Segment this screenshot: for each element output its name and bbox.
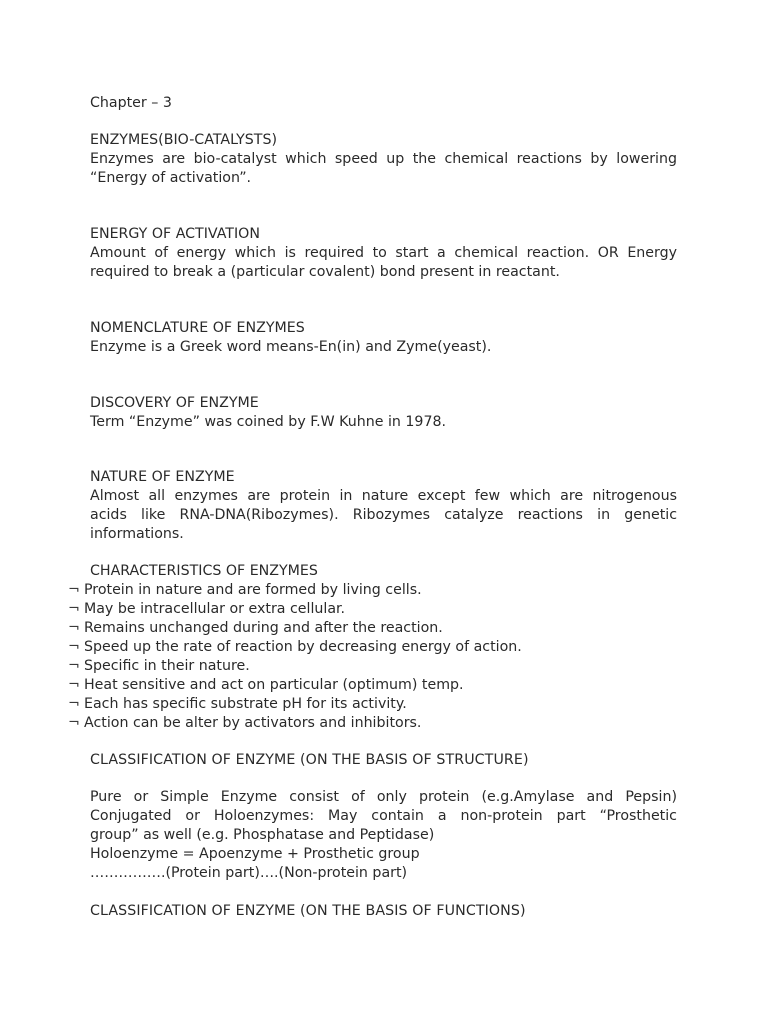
section-heading-classification-structure: CLASSIFICATION OF ENZYME (ON THE BASIS OF STRUCTURE) (90, 752, 529, 768)
list-item-text: Each has specific substrate pH for its activity. (84, 696, 407, 712)
list-item-text: Action can be alter by activators and inhibitors. (84, 715, 422, 731)
list-item (68, 676, 464, 695)
paragraph-line: Amount of energy which is required to start a chemical reaction. OR Energy (90, 245, 677, 261)
paragraph-line: Conjugated or Holoenzymes: May contain a non-protein part “Prosthetic (90, 808, 677, 824)
paragraph-line: Almost all enzymes are protein in nature except few which are nitrogenous (90, 488, 677, 504)
bullet-icon: ¬ (68, 582, 80, 598)
bullet-icon: ¬ (68, 696, 80, 712)
section-heading-discovery: DISCOVERY OF ENZYME (90, 395, 259, 411)
list-item (68, 600, 345, 619)
chapter-title: Chapter – 3 (90, 95, 172, 111)
list-item-text: Heat sensitive and act on particular (optimum) temp. (84, 677, 464, 693)
section-heading-energy-of-activation: ENERGY OF ACTIVATION (90, 226, 260, 242)
section-heading-enzymes: ENZYMES(BIO-CATALYSTS) (90, 132, 277, 148)
paragraph-line: group” as well (e.g. Phosphatase and Peptidase) (90, 827, 435, 843)
bullet-icon: ¬ (68, 620, 80, 636)
paragraph-line: Term “Enzyme” was coined by F.W Kuhne in 1978. (90, 414, 447, 430)
bullet-icon: ¬ (68, 658, 80, 674)
bullet-icon: ¬ (68, 677, 80, 693)
list-item (68, 695, 407, 714)
paragraph-line: informations. (90, 526, 184, 542)
paragraph-line: required to break a (particular covalent) bond present in reactant. (90, 264, 560, 280)
list-item-text: Speed up the rate of reaction by decreasing energy of action. (84, 639, 522, 655)
paragraph-line: “Energy of activation”. (90, 170, 252, 186)
section-heading-nomenclature: NOMENCLATURE OF ENZYMES (90, 320, 305, 336)
paragraph-line: Enzyme is a Greek word means-En(in) and Zyme(yeast). (90, 339, 492, 355)
paragraph-line: acids like RNA-DNA(Ribozymes). Ribozymes catalyze reactions in genetic (90, 507, 677, 523)
paragraph-line: …………….(Protein part)….(Non-protein part) (90, 865, 408, 881)
list-item-text: Remains unchanged during and after the reaction. (84, 620, 443, 636)
bullet-icon: ¬ (68, 601, 80, 617)
list-item-text: May be intracellular or extra cellular. (84, 601, 346, 617)
section-heading-classification-functions: CLASSIFICATION OF ENZYME (ON THE BASIS OF FUNCTIONS) (90, 903, 526, 919)
bullet-icon: ¬ (68, 639, 80, 655)
paragraph-line: Holoenzyme = Apoenzyme + Prosthetic group (90, 846, 420, 862)
list-item-text: Specific in their nature. (84, 658, 250, 674)
section-heading-characteristics: CHARACTERISTICS OF ENZYMES (90, 563, 318, 579)
paragraph-line: Pure or Simple Enzyme consist of only protein (e.g.Amylase and Pepsin) (90, 789, 677, 805)
list-item (68, 619, 443, 638)
bullet-icon: ¬ (68, 715, 80, 731)
list-item (68, 657, 250, 676)
list-item-text: Protein in nature and are formed by living cells. (84, 582, 422, 598)
paragraph-line: Enzymes are bio-catalyst which speed up the chemical reactions by lowering (90, 151, 677, 167)
list-item (68, 638, 522, 657)
section-heading-nature: NATURE OF ENZYME (90, 469, 235, 485)
list-item (68, 714, 421, 733)
list-item (68, 581, 422, 600)
